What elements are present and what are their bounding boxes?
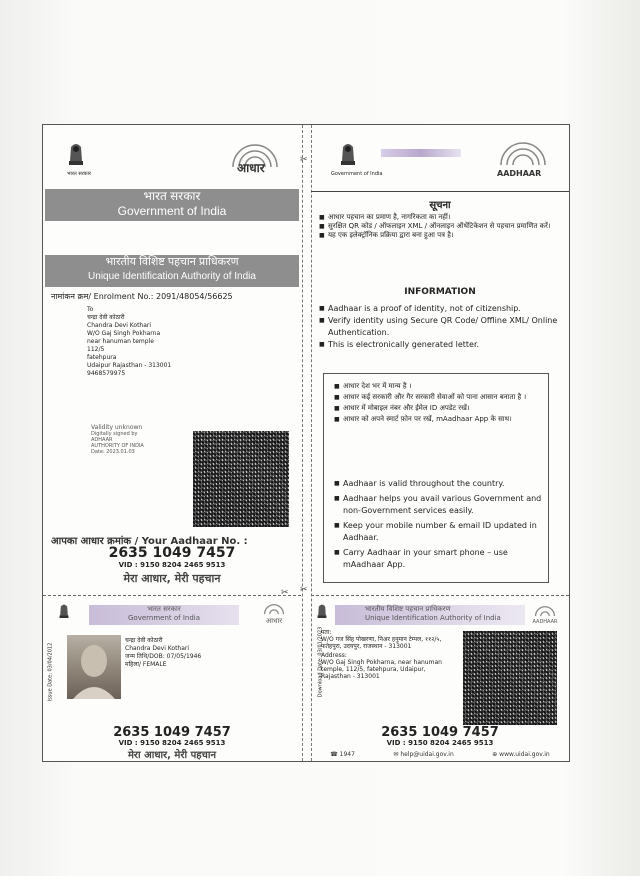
government-banner: भारत सरकार Government of India [45,189,299,221]
info-box [323,373,549,583]
globe-icon: ⊕ [492,751,498,758]
vid-number: VID : 9150 8204 2465 9513 [118,561,226,569]
aadhaar-logo-icon: आधार [223,141,287,177]
uidai-banner: भारतीय विशिष्ट पहचान प्राधिकरण Unique Identification Authority of India [45,255,299,287]
card-back-logo: AADHAAR [527,605,563,625]
notice-item: ■ आधार पहचान का प्रमाण है, नागरिकता का नहीं। [319,213,563,222]
info-box-english: ■ Aadhaar is valid throughout the country. ■ Aadhaar helps you avail various Government and non-Government services easily. ■ Keep your mobile number & email ID updated in Aadhaar. ■ Carry Aadhaar in your smart phone – use mAadhaar App. [334,478,542,571]
information-item: ■ This is electronically generated letter. [319,339,567,351]
aadhaar-logo-icon: AADHAAR [491,139,561,179]
information-item: ■ Verify identity using Secure QR Code/ Offline XML/ Online Authentication. [319,315,567,339]
card-aadhaar-number: 2635 1049 7457 [113,725,231,740]
tagline: मेरा आधार, मेरी पहचान [123,572,221,585]
notice-list [319,213,563,240]
download-date: Download Date: 03/01/2023 [317,626,324,698]
card-aadhaar-logo: आधार [257,603,291,626]
info-box-hindi: ■ आधार देश भर में मान्य है । ■ आधार कई सरकारी और गैर सरकारी सेवाओं को पाना आसान बनाता है । ■ आधार में मोबाइल नंबर और ईमेल ID अपडेट रखें। ■ आधार को अपने स्मार्ट फ़ोन पर रखें, mAadhaar App के साथ। [334,382,540,424]
card-emblem-icon [57,601,71,621]
enrolment-number: नामांकन क्रम/ Enrolment No.: 2091/48054/56625 [51,292,233,301]
digital-signature: Validity unknown Digitally signed by ADHAAR AUTHORITY OF INDIA Date: 2023.01.03 [91,424,144,455]
footer-web: ⊕ www.uidai.gov.in [492,751,550,758]
national-emblem-icon: Government of India [337,139,359,169]
card-uidai-header: भारतीय विशिष्ट पहचान प्राधिकरण Unique Identification Authority of India [335,605,525,625]
information-list [319,303,567,351]
card-gov-header: भारत सरकार Government of India [89,605,239,625]
recipient-address: To चन्द्रा देवी कोठारी Chandra Devi Kothari W/O Gaj Singh Pokharna near hanuman temple 112/5 fatehpura Udaipur Rajasthan - 313001 9468579975 [87,306,172,377]
information-item: ■ Aadhaar is a proof of identity, not of citizenship. [319,303,567,315]
notice-item: ■ सुरक्षित QR कोड / ऑफलाइन XML / ऑनलाइन ऑथेंटिकेशन से पहचान प्रमाणित करें। [319,222,563,231]
footer-contacts [311,749,569,761]
right-panel [311,125,569,761]
footer-phone: ☎ 1947 [330,751,355,758]
qr-code [193,431,289,527]
cut-line [311,595,569,596]
mail-icon: ✉ [393,751,399,758]
card-tagline: मेरा आधार, मेरी पहचान [127,750,217,761]
photo [67,635,121,699]
card-vid: VID : 9150 8204 2465 9513 [118,739,226,747]
footer-email: ✉ help@uidai.gov.in [393,751,454,758]
scissors-icon: ✂ [300,155,308,165]
left-panel [43,125,301,761]
aadhaar-number-label: आपका आधार क्रमांक / Your Aadhaar No. : [51,536,248,547]
aadhaar-number: 2635 1049 7457 [108,545,236,561]
card-back-address: पता: W/O गज सिंह पोखरणा, निअर हनुमान टेम्पल, ११२/५, फतेहपुरा, उदयपुर, राजस्थान - 313001 Address: W/O Gaj Singh Pokharna, near hanuman temple, 112/5, fatehpura, Udaipur, Rajasthan - 313001 [321,629,442,680]
notice-item: ■ यह एक इलेक्ट्रॉनिक प्रक्रिया द्वारा बना हुआ पत्र है। [319,231,563,240]
information-title: INFORMATION [404,287,476,297]
phone-icon: ☎ [330,751,338,758]
card-holder-details: चन्द्रा देवी कोठारी Chandra Devi Kothari जन्म तिथि/DOB: 07/05/1946 महिला/ FEMALE [125,637,202,668]
card-qr-code [463,631,557,725]
notice-title: सूचना [429,200,451,211]
card-back-aadhaar-number: 2635 1049 7457 [381,725,499,740]
header-stripe [381,149,461,157]
aadhaar-letter [42,124,570,762]
card-emblem-icon [315,601,329,621]
national-emblem-icon: भारत सरकार [65,139,87,169]
issue-date: Issue Date: 03/04/2012 [47,642,54,702]
card-back-vid: VID : 9150 8204 2465 9513 [386,739,494,747]
cut-line [43,595,301,596]
scissors-icon: ✂ [281,588,289,598]
scissors-icon: ✂ [300,585,308,595]
